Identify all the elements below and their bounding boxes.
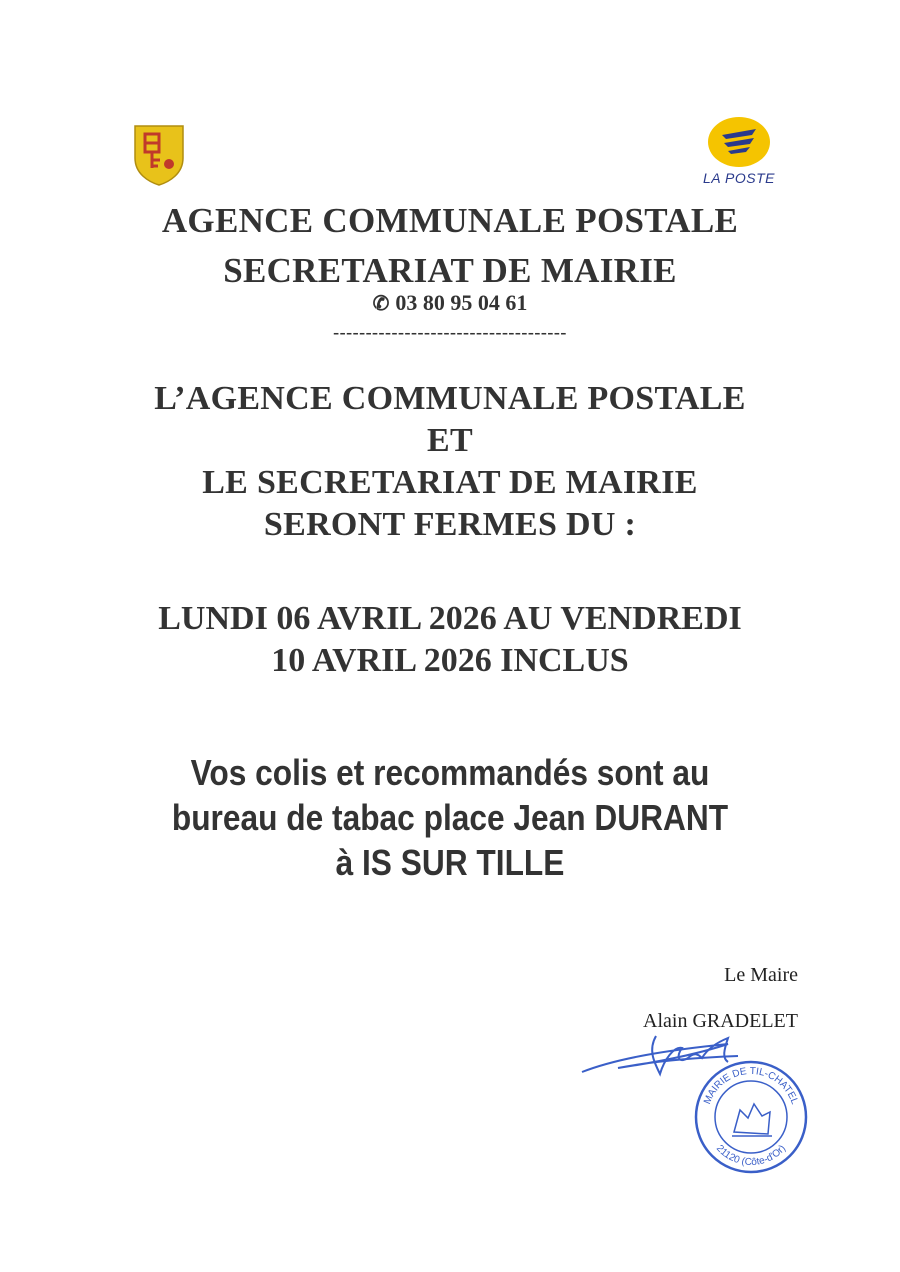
closure-notice [0,378,900,546]
parcels-line-2: bureau de tabac place Jean DURANT [171,797,729,838]
notice-line-3: LE SECRETARIAT DE MAIRIE [202,464,698,501]
dates-line-1: LUNDI 06 AVRIL 2026 AU VENDREDI [158,600,742,637]
notice-line-4: SERONT FERMES DU : [263,506,637,543]
parcels-line-3: à IS SUR TILLE [335,842,565,883]
parcels-line-1: Vos colis et recommandés sont au [190,752,710,793]
separator: ------------------------------------ [333,322,567,342]
closure-dates [0,598,900,682]
mayor-name: Alain GRADELET [643,1010,798,1032]
phone-number-line [0,290,900,316]
la-poste-logo-icon [694,115,784,171]
official-stamp [692,1058,810,1176]
phone-icon: ✆ [372,293,390,315]
la-poste-label: LA POSTE [703,170,775,186]
coat-of-arms-icon [133,124,185,186]
parcels-notice [54,750,846,885]
stamp-text-top: MAIRIE DE TIL-CHATEL [702,1065,800,1106]
svg-text:MAIRIE DE TIL-CHATEL [702,1066,800,1106]
stamp-text-bottom: 21120 (Côte-d'Or) [713,1143,789,1169]
header-line-2: SECRETARIAT DE MAIRIE [223,251,677,290]
la-poste-logo [694,115,784,191]
dates-line-2: 10 AVRIL 2026 INCLUS [271,642,629,679]
header-line-1: AGENCE COMMUNALE POSTALE [161,201,739,240]
notice-line-2: ET [427,422,473,459]
header-title [0,196,900,296]
mayor-title: Le Maire [724,964,798,986]
phone-number: 03 80 95 04 61 [395,290,528,315]
notice-line-1: L’AGENCE COMMUNALE POSTALE [154,380,746,417]
